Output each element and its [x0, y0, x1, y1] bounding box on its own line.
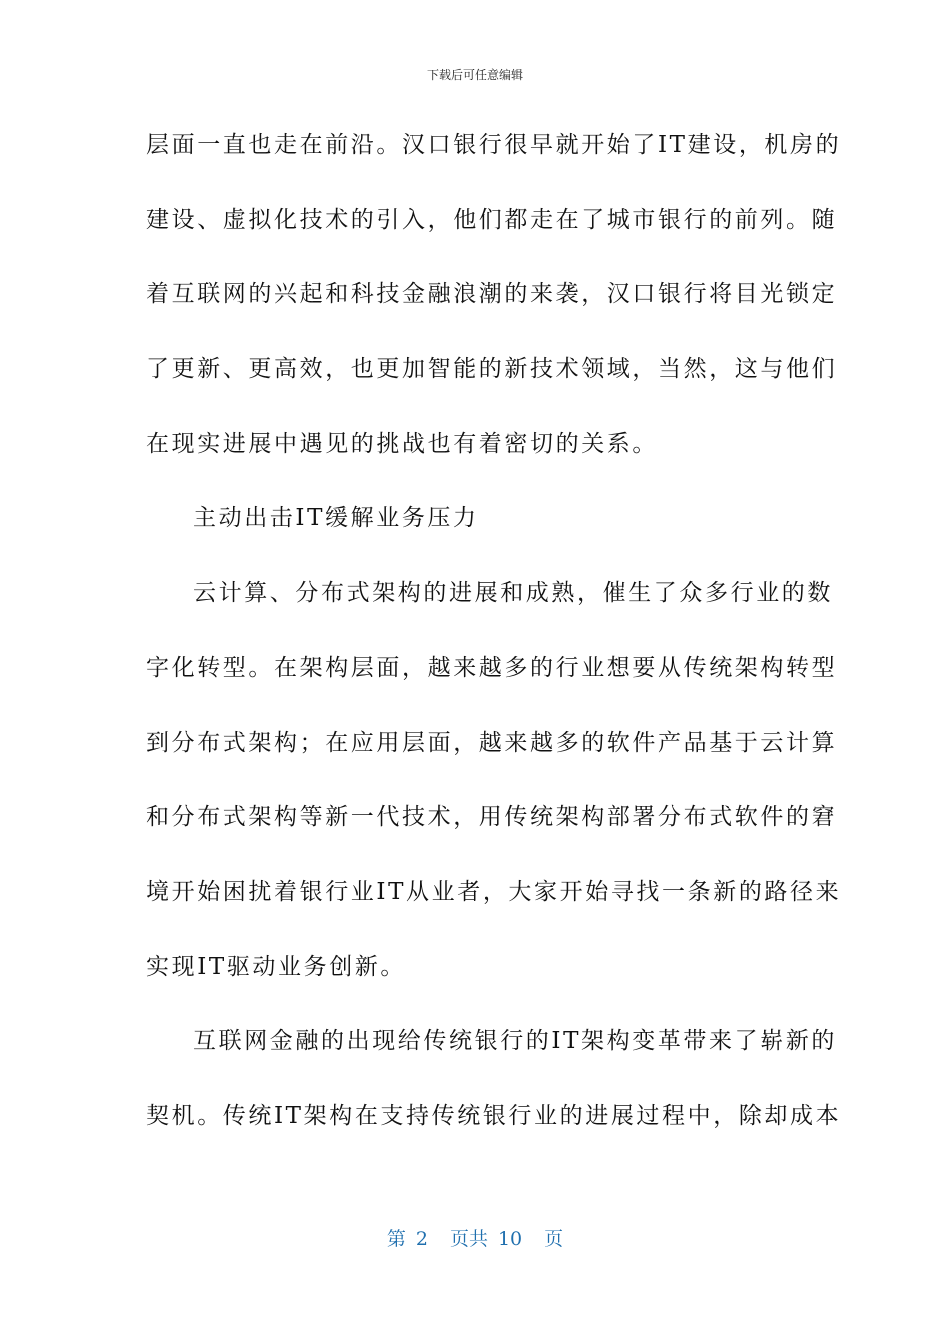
body-line-4: 了更新、更高效，也更加智能的新技术领域，当然，这与他们	[146, 356, 838, 383]
body-line-3: 着互联网的兴起和科技金融浪潮的来袭，汉口银行将目光锁定	[146, 281, 838, 308]
body-line-9: 到分布式架构；在应用层面，越来越多的软件产品基于云计算	[146, 729, 838, 756]
section-heading: 主动出击IT缓解业务压力	[193, 505, 479, 532]
body-line-12: 实现IT驱动业务创新。	[146, 953, 407, 980]
page-footer	[0, 1225, 950, 1253]
body-line-8: 字化转型。在架构层面，越来越多的行业想要从传统架构转型	[146, 654, 838, 681]
footer-suffix: 页	[544, 1228, 564, 1250]
footer-middle: 页共	[449, 1228, 488, 1250]
body-line-11: 境开始困扰着银行业IT从业者，大家开始寻找一条新的路径来	[146, 878, 842, 905]
body-line-13: 互联网金融的出现给传统银行的IT架构变革带来了崭新的	[193, 1028, 838, 1055]
body-line-14: 契机。传统IT架构在支持传统银行业的进展过程中，除却成本	[146, 1102, 842, 1129]
footer-page-number: 2	[415, 1228, 428, 1250]
body-line-5: 在现实进展中遇见的挑战也有着密切的关系。	[146, 430, 658, 457]
footer-prefix: 第	[386, 1228, 406, 1250]
body-line-1: 层面一直也走在前沿。汉口银行很早就开始了IT建设，机房的	[146, 132, 842, 158]
footer-total-pages: 10	[497, 1228, 523, 1250]
document-body	[146, 125, 842, 1171]
body-line-2: 建设、虚拟化技术的引入，他们都走在了城市银行的前列。随	[146, 206, 838, 233]
body-line-10: 和分布式架构等新一代技术，用传统架构部署分布式软件的窘	[146, 804, 838, 831]
page-header: 下载后可任意编辑	[426, 68, 523, 82]
body-line-7: 云计算、分布式架构的进展和成熟，催生了众多行业的数	[193, 580, 833, 607]
